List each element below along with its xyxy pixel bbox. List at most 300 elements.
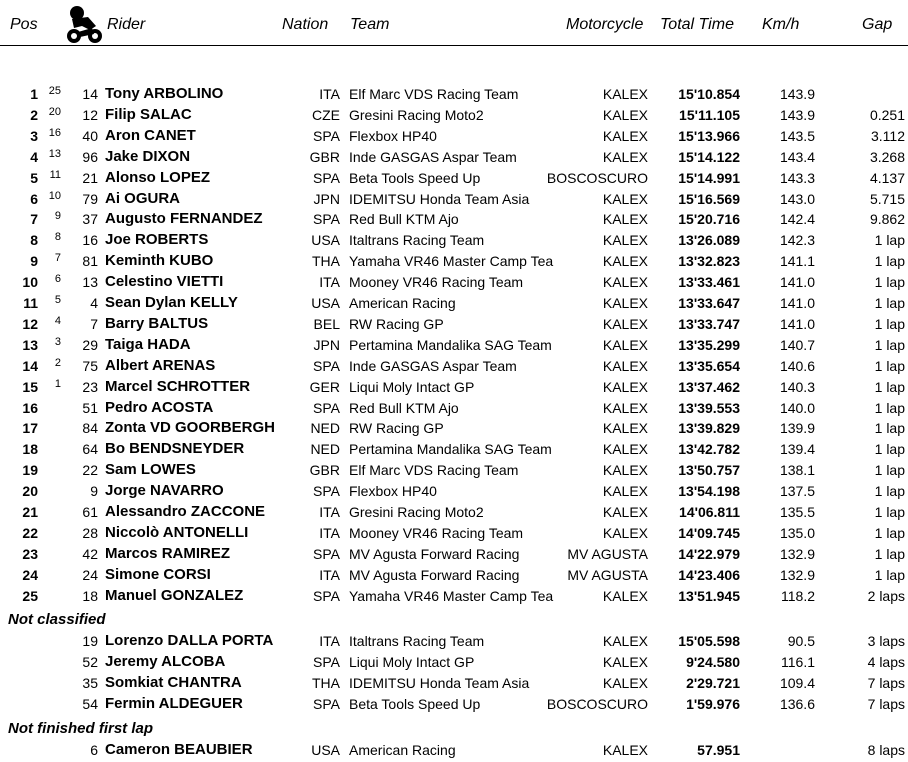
total-time-cell: 15'20.716 (678, 211, 740, 228)
total-time-cell: 14'09.745 (678, 524, 740, 541)
motorcycle-cell: MV AGUSTA (567, 566, 648, 583)
team-cell: Flexbox HP40 (349, 483, 437, 500)
rider-number-cell: 7 (90, 315, 98, 332)
speed-cell: 116.1 (781, 653, 815, 670)
motorcycle-cell: KALEX (602, 524, 648, 541)
results-header (0, 0, 908, 46)
nation-cell: JPN (313, 190, 340, 207)
total-time-cell: 13'33.461 (678, 274, 740, 291)
total-time-cell: 14'22.979 (678, 545, 740, 562)
motorcycle-rider-icon (64, 4, 104, 44)
position-cell: 25 (22, 587, 38, 604)
nation-cell: ITA (319, 566, 340, 583)
points-cell: 16 (48, 126, 61, 139)
rider-name-cell: Lorenzo DALLA PORTA (105, 632, 274, 649)
header-total-time: Total Time (660, 16, 734, 33)
position-cell: 15 (22, 378, 38, 395)
result-row (0, 481, 908, 501)
nation-cell: GBR (309, 462, 340, 479)
nation-cell: SPA (313, 399, 340, 416)
nation-cell: SPA (313, 357, 340, 374)
rider-number-cell: 61 (82, 504, 98, 520)
motorcycle-cell: KALEX (602, 462, 648, 479)
rider-name-cell: Tony ARBOLINO (105, 85, 224, 102)
rider-number-cell: 24 (82, 566, 98, 583)
nation-cell: ITA (319, 524, 340, 541)
rider-name-cell: Marcos RAMIREZ (105, 544, 231, 562)
header-kmh: Km/h (762, 16, 800, 33)
speed-cell: 143.9 (779, 86, 815, 102)
total-time-cell: 13'50.757 (678, 462, 740, 479)
result-row (0, 293, 908, 313)
rider-name-cell: Marcel SCHROTTER (105, 377, 251, 395)
speed-cell: 136.6 (779, 695, 815, 712)
gap-cell: 1 lap (874, 524, 905, 541)
rider-number-cell: 52 (82, 653, 98, 670)
speed-cell: 90.5 (787, 633, 815, 649)
position-cell: 8 (30, 232, 38, 249)
nation-cell: ITA (319, 274, 340, 291)
team-cell: Inde GASGAS Aspar Team (349, 148, 517, 165)
result-row (0, 652, 908, 672)
team-cell: Italtrans Racing Team (349, 633, 485, 649)
motorcycle-cell: KALEX (602, 587, 648, 604)
gap-cell: 3.112 (871, 127, 905, 144)
total-time-cell: 9'24.580 (686, 653, 740, 670)
nation-cell: JPN (313, 336, 340, 353)
gap-cell: 7 laps (867, 695, 905, 712)
position-cell: 4 (30, 148, 38, 165)
total-time-cell: 1'59.976 (686, 695, 740, 712)
gap-cell: 1 lap (874, 504, 905, 520)
motorcycle-cell: KALEX (602, 378, 648, 395)
result-row (0, 189, 908, 209)
speed-cell: 139.4 (779, 441, 815, 458)
team-cell: Liqui Moly Intact GP (349, 653, 475, 670)
team-cell: Gresini Racing Moto2 (349, 106, 484, 123)
nation-cell: CZE (312, 106, 340, 123)
motorcycle-cell: KALEX (602, 86, 648, 102)
motorcycle-cell: MV AGUSTA (567, 545, 648, 562)
rider-name-cell: Jorge NAVARRO (105, 482, 224, 500)
team-cell: Liqui Moly Intact GP (349, 378, 475, 395)
motorcycle-cell: KALEX (602, 274, 648, 291)
speed-cell: 143.9 (779, 106, 815, 123)
gap-cell: 7 laps (867, 674, 905, 691)
rider-name-cell: Celestino VIETTI (105, 273, 224, 291)
rider-name-cell: Pedro ACOSTA (105, 398, 214, 416)
motorcycle-cell: KALEX (602, 190, 648, 207)
header-motorcycle: Motorcycle (566, 16, 644, 33)
points-cell: 4 (54, 314, 61, 327)
position-cell: 16 (22, 399, 38, 416)
speed-cell: 118.2 (781, 587, 815, 604)
header-gap: Gap (862, 16, 893, 33)
rider-number-cell: 22 (82, 462, 98, 479)
rider-number-cell: 28 (82, 524, 98, 541)
rider-name-cell: Filip SALAC (105, 105, 192, 123)
points-cell: 2 (54, 356, 61, 369)
total-time-cell: 13'26.089 (678, 232, 740, 249)
nation-cell: SPA (313, 127, 340, 144)
motorcycle-cell: KALEX (602, 441, 648, 458)
nation-cell: SPA (313, 587, 340, 604)
result-row (0, 105, 908, 125)
total-time-cell: 13'37.462 (678, 378, 740, 395)
speed-cell: 142.4 (779, 211, 815, 228)
motorcycle-cell: KALEX (602, 232, 648, 249)
motorcycle-cell: KALEX (602, 127, 648, 144)
speed-cell: 143.3 (779, 169, 815, 186)
team-cell: Elf Marc VDS Racing Team (349, 86, 519, 102)
position-cell: 5 (30, 169, 38, 186)
total-time-cell: 15'16.569 (678, 190, 740, 207)
rider-name-cell: Aron CANET (105, 126, 196, 144)
rider-number-cell: 9 (90, 483, 98, 500)
total-time-cell: 2'29.721 (686, 674, 740, 691)
position-cell: 21 (22, 504, 38, 520)
rider-number-cell: 84 (82, 420, 98, 437)
motorcycle-cell: KALEX (602, 148, 648, 165)
points-cell: 10 (48, 189, 61, 202)
position-cell: 23 (22, 545, 38, 562)
total-time-cell: 15'05.598 (678, 633, 740, 649)
motorcycle-cell: KALEX (602, 315, 648, 332)
nation-cell: SPA (313, 483, 340, 500)
team-cell: MV Agusta Forward Racing (349, 566, 520, 583)
rider-name-cell: Sam LOWES (105, 461, 196, 479)
team-cell: Yamaha VR46 Master Camp Tea (349, 253, 554, 270)
rider-name-cell: Manuel GONZALEZ (105, 586, 244, 604)
total-time-cell: 13'39.829 (678, 420, 740, 437)
rider-number-cell: 64 (82, 441, 98, 458)
team-cell: RW Racing GP (349, 315, 444, 332)
total-time-cell: 13'39.553 (678, 399, 740, 416)
rider-name-cell: Albert ARENAS (105, 356, 216, 374)
gap-cell: 1 lap (874, 462, 905, 479)
points-cell: 11 (49, 168, 61, 181)
rider-name-cell: Alonso LOPEZ (105, 168, 210, 186)
gap-cell: 1 lap (874, 399, 905, 416)
rider-name-cell: Simone CORSI (105, 565, 211, 583)
not-classified-heading: Not classified (8, 611, 106, 628)
nation-cell: ITA (319, 504, 340, 520)
motorcycle-cell: BOSCOSCURO (546, 169, 648, 186)
rider-number-cell: 81 (82, 253, 98, 270)
total-time-cell: 13'35.654 (678, 357, 740, 374)
rider-number-cell: 79 (82, 190, 98, 207)
speed-cell: 137.5 (779, 483, 815, 500)
result-row (0, 460, 908, 480)
rider-number-cell: 75 (82, 357, 98, 374)
nation-cell: GER (309, 378, 340, 395)
total-time-cell: 13'42.782 (678, 441, 740, 458)
speed-cell: 141.0 (779, 295, 815, 311)
position-cell: 18 (22, 441, 38, 458)
motorcycle-cell: KALEX (602, 211, 648, 228)
rider-name-cell: Taiga HADA (105, 335, 191, 353)
rider-number-cell: 54 (82, 695, 98, 712)
result-row (0, 209, 908, 229)
rider-name-cell: Barry BALTUS (105, 314, 209, 332)
position-cell: 22 (22, 524, 38, 541)
position-cell: 7 (30, 211, 38, 228)
points-cell: 25 (48, 85, 61, 97)
result-row (0, 230, 908, 250)
result-row (0, 335, 908, 355)
team-cell: Flexbox HP40 (349, 127, 437, 144)
rider-name-cell: Joe ROBERTS (105, 231, 209, 249)
motorcycle-cell: KALEX (602, 295, 648, 311)
points-cell: 5 (54, 294, 61, 306)
team-cell: Italtrans Racing Team (349, 232, 485, 249)
motorcycle-cell: KALEX (602, 633, 648, 649)
rider-name-cell: Sean Dylan KELLY (105, 294, 238, 311)
rider-number-cell: 51 (82, 399, 98, 416)
gap-cell: 1 lap (874, 441, 905, 458)
position-cell: 2 (30, 106, 38, 123)
total-time-cell: 15'14.991 (678, 169, 740, 186)
result-row (0, 168, 908, 188)
speed-cell: 141.1 (779, 253, 815, 270)
rider-number-cell: 19 (82, 633, 98, 649)
result-row (0, 314, 908, 334)
gap-cell: 1 lap (874, 420, 905, 437)
gap-cell: 1 lap (874, 253, 905, 270)
rider-number-cell: 29 (82, 336, 98, 353)
rider-name-cell: Jake DIXON (105, 147, 191, 165)
points-cell: 1 (54, 377, 61, 390)
motorcycle-cell: KALEX (602, 742, 648, 758)
result-row (0, 439, 908, 459)
total-time-cell: 13'51.945 (678, 587, 740, 604)
team-cell: MV Agusta Forward Racing (349, 545, 520, 562)
position-cell: 14 (22, 357, 38, 374)
team-cell: Elf Marc VDS Racing Team (349, 462, 519, 479)
gap-cell: 2 laps (867, 587, 905, 604)
team-cell: Mooney VR46 Racing Team (349, 524, 524, 541)
position-cell: 24 (22, 566, 38, 583)
speed-cell: 141.0 (779, 274, 815, 291)
result-row (0, 694, 908, 714)
nation-cell: SPA (313, 169, 340, 186)
rider-number-cell: 35 (82, 674, 98, 691)
motorcycle-cell: BOSCOSCURO (546, 695, 648, 712)
nation-cell: USA (311, 742, 340, 758)
result-row (0, 502, 908, 522)
rider-name-cell: Ai OGURA (105, 189, 180, 207)
position-cell: 20 (22, 483, 38, 500)
motorcycle-cell: KALEX (602, 420, 648, 437)
position-cell: 10 (22, 274, 38, 291)
rider-number-cell: 14 (82, 86, 98, 102)
rider-number-cell: 12 (82, 106, 98, 123)
speed-cell: 142.3 (779, 232, 815, 249)
speed-cell: 132.9 (779, 566, 815, 583)
position-cell: 11 (23, 295, 38, 311)
nation-cell: GBR (309, 148, 340, 165)
result-row (0, 523, 908, 543)
motorcycle-cell: KALEX (602, 653, 648, 670)
nation-cell: NED (310, 420, 340, 437)
speed-cell: 140.0 (779, 399, 815, 416)
result-row (0, 418, 908, 438)
header-nation: Nation (282, 16, 329, 33)
nation-cell: NED (310, 441, 340, 458)
rider-number-cell: 13 (82, 274, 98, 291)
speed-cell: 132.9 (779, 545, 815, 562)
total-time-cell: 13'35.299 (678, 336, 740, 353)
position-cell: 13 (22, 336, 38, 353)
rider-number-cell: 37 (82, 211, 98, 228)
position-cell: 19 (22, 462, 38, 479)
gap-cell: 1 lap (874, 545, 905, 562)
total-time-cell: 13'54.198 (678, 483, 740, 500)
rider-name-cell: Bo BENDSNEYDER (105, 440, 245, 458)
gap-cell: 1 lap (874, 483, 905, 500)
motorcycle-cell: KALEX (602, 504, 648, 520)
points-cell: 9 (54, 210, 61, 223)
speed-cell: 143.4 (779, 148, 815, 165)
speed-cell: 140.6 (779, 357, 815, 374)
team-cell: Mooney VR46 Racing Team (349, 274, 524, 291)
gap-cell: 8 laps (867, 742, 905, 758)
nation-cell: BEL (313, 315, 340, 332)
gap-cell: 3 laps (867, 633, 905, 649)
speed-cell: 143.5 (779, 127, 815, 144)
result-row (0, 147, 908, 167)
rider-name-cell: Augusto FERNANDEZ (105, 210, 263, 228)
total-time-cell: 15'11.105 (679, 106, 740, 123)
motorcycle-cell: KALEX (602, 357, 648, 374)
gap-cell: 1 lap (874, 357, 905, 374)
gap-cell: 1 lap (874, 274, 905, 291)
total-time-cell: 13'32.823 (678, 253, 740, 270)
rider-number-cell: 18 (82, 587, 98, 604)
rider-number-cell: 42 (82, 545, 98, 562)
nation-cell: SPA (313, 545, 340, 562)
position-cell: 3 (30, 127, 38, 144)
gap-cell: 0.251 (869, 106, 905, 123)
team-cell: RW Racing GP (349, 420, 444, 437)
result-row (0, 740, 908, 760)
speed-cell: 143.0 (779, 190, 815, 207)
rider-number-cell: 21 (82, 169, 98, 186)
result-row (0, 251, 908, 271)
team-cell: American Racing (349, 295, 456, 311)
gap-cell: 4 laps (867, 653, 905, 670)
nation-cell: THA (312, 674, 340, 691)
nation-cell: USA (311, 295, 340, 311)
not-finished-heading: Not finished first lap (8, 720, 154, 737)
motorcycle-cell: KALEX (602, 483, 648, 500)
result-row (0, 586, 908, 606)
rider-name-cell: Zonta VD GOORBERGH (105, 419, 276, 437)
result-row (0, 398, 908, 418)
position-cell: 6 (30, 190, 38, 207)
nation-cell: SPA (313, 695, 340, 712)
header-pos: Pos (10, 16, 38, 33)
team-cell: American Racing (349, 742, 456, 758)
header-rider: Rider (107, 16, 146, 33)
team-cell: Beta Tools Speed Up (349, 169, 481, 186)
header-team: Team (350, 16, 390, 33)
speed-cell: 141.0 (779, 315, 815, 332)
gap-cell: 1 lap (874, 232, 905, 249)
total-time-cell: 15'10.854 (678, 86, 740, 102)
points-cell: 7 (54, 252, 61, 265)
rider-number-cell: 4 (90, 295, 98, 311)
total-time-cell: 14'23.406 (678, 566, 740, 583)
position-cell: 17 (22, 420, 38, 437)
gap-cell: 1 lap (874, 566, 905, 583)
position-cell: 12 (22, 315, 38, 332)
total-time-cell: 15'14.122 (678, 148, 740, 165)
points-cell: 20 (48, 105, 61, 118)
result-row (0, 565, 908, 585)
speed-cell: 139.9 (779, 420, 815, 437)
motorcycle-cell: KALEX (602, 106, 648, 123)
team-cell: Pertamina Mandalika SAG Team (349, 336, 552, 353)
points-cell: 8 (54, 231, 61, 244)
speed-cell: 140.7 (779, 336, 815, 353)
gap-cell: 4.137 (869, 169, 905, 186)
position-cell: 9 (30, 253, 38, 270)
result-row (0, 272, 908, 292)
rider-name-cell: Fermin ALDEGUER (105, 694, 243, 712)
total-time-cell: 57.951 (697, 742, 740, 758)
gap-cell: 1 lap (874, 378, 905, 395)
team-cell: Pertamina Mandalika SAG Team (349, 441, 552, 458)
rider-number-cell: 6 (90, 742, 98, 758)
speed-cell: 109.4 (779, 674, 815, 691)
team-cell: Beta Tools Speed Up (349, 695, 481, 712)
nation-cell: ITA (319, 86, 340, 102)
speed-cell: 138.1 (779, 462, 815, 479)
gap-cell: 9.862 (869, 211, 905, 228)
total-time-cell: 13'33.647 (678, 295, 740, 311)
speed-cell: 135.5 (779, 504, 815, 520)
nation-cell: USA (311, 232, 340, 249)
team-cell: Yamaha VR46 Master Camp Tea (349, 587, 554, 604)
motorcycle-cell: KALEX (602, 674, 648, 691)
result-row (0, 631, 908, 651)
result-row (0, 377, 908, 397)
team-cell: IDEMITSU Honda Team Asia (349, 674, 530, 691)
team-cell: Gresini Racing Moto2 (349, 504, 484, 520)
speed-cell: 140.3 (779, 378, 815, 395)
rider-name-cell: Niccolò ANTONELLI (105, 523, 249, 541)
motorcycle-cell: KALEX (602, 336, 648, 353)
rider-name-cell: Jeremy ALCOBA (105, 652, 226, 670)
result-row (0, 84, 908, 104)
motorcycle-cell: KALEX (602, 399, 648, 416)
total-time-cell: 14'06.811 (679, 504, 740, 520)
points-cell: 6 (54, 273, 61, 286)
gap-cell: 1 lap (874, 336, 905, 353)
rider-number-cell: 96 (82, 148, 98, 165)
result-row (0, 356, 908, 376)
team-cell: Inde GASGAS Aspar Team (349, 357, 517, 374)
rider-name-cell: Cameron BEAUBIER (105, 741, 253, 758)
position-cell: 1 (30, 86, 38, 102)
motorcycle-cell: KALEX (602, 253, 648, 270)
gap-cell: 1 lap (874, 315, 905, 332)
rider-number-cell: 23 (82, 378, 98, 395)
gap-cell: 1 lap (874, 295, 905, 311)
rider-name-cell: Alessandro ZACCONE (105, 503, 266, 520)
team-cell: IDEMITSU Honda Team Asia (349, 190, 530, 207)
